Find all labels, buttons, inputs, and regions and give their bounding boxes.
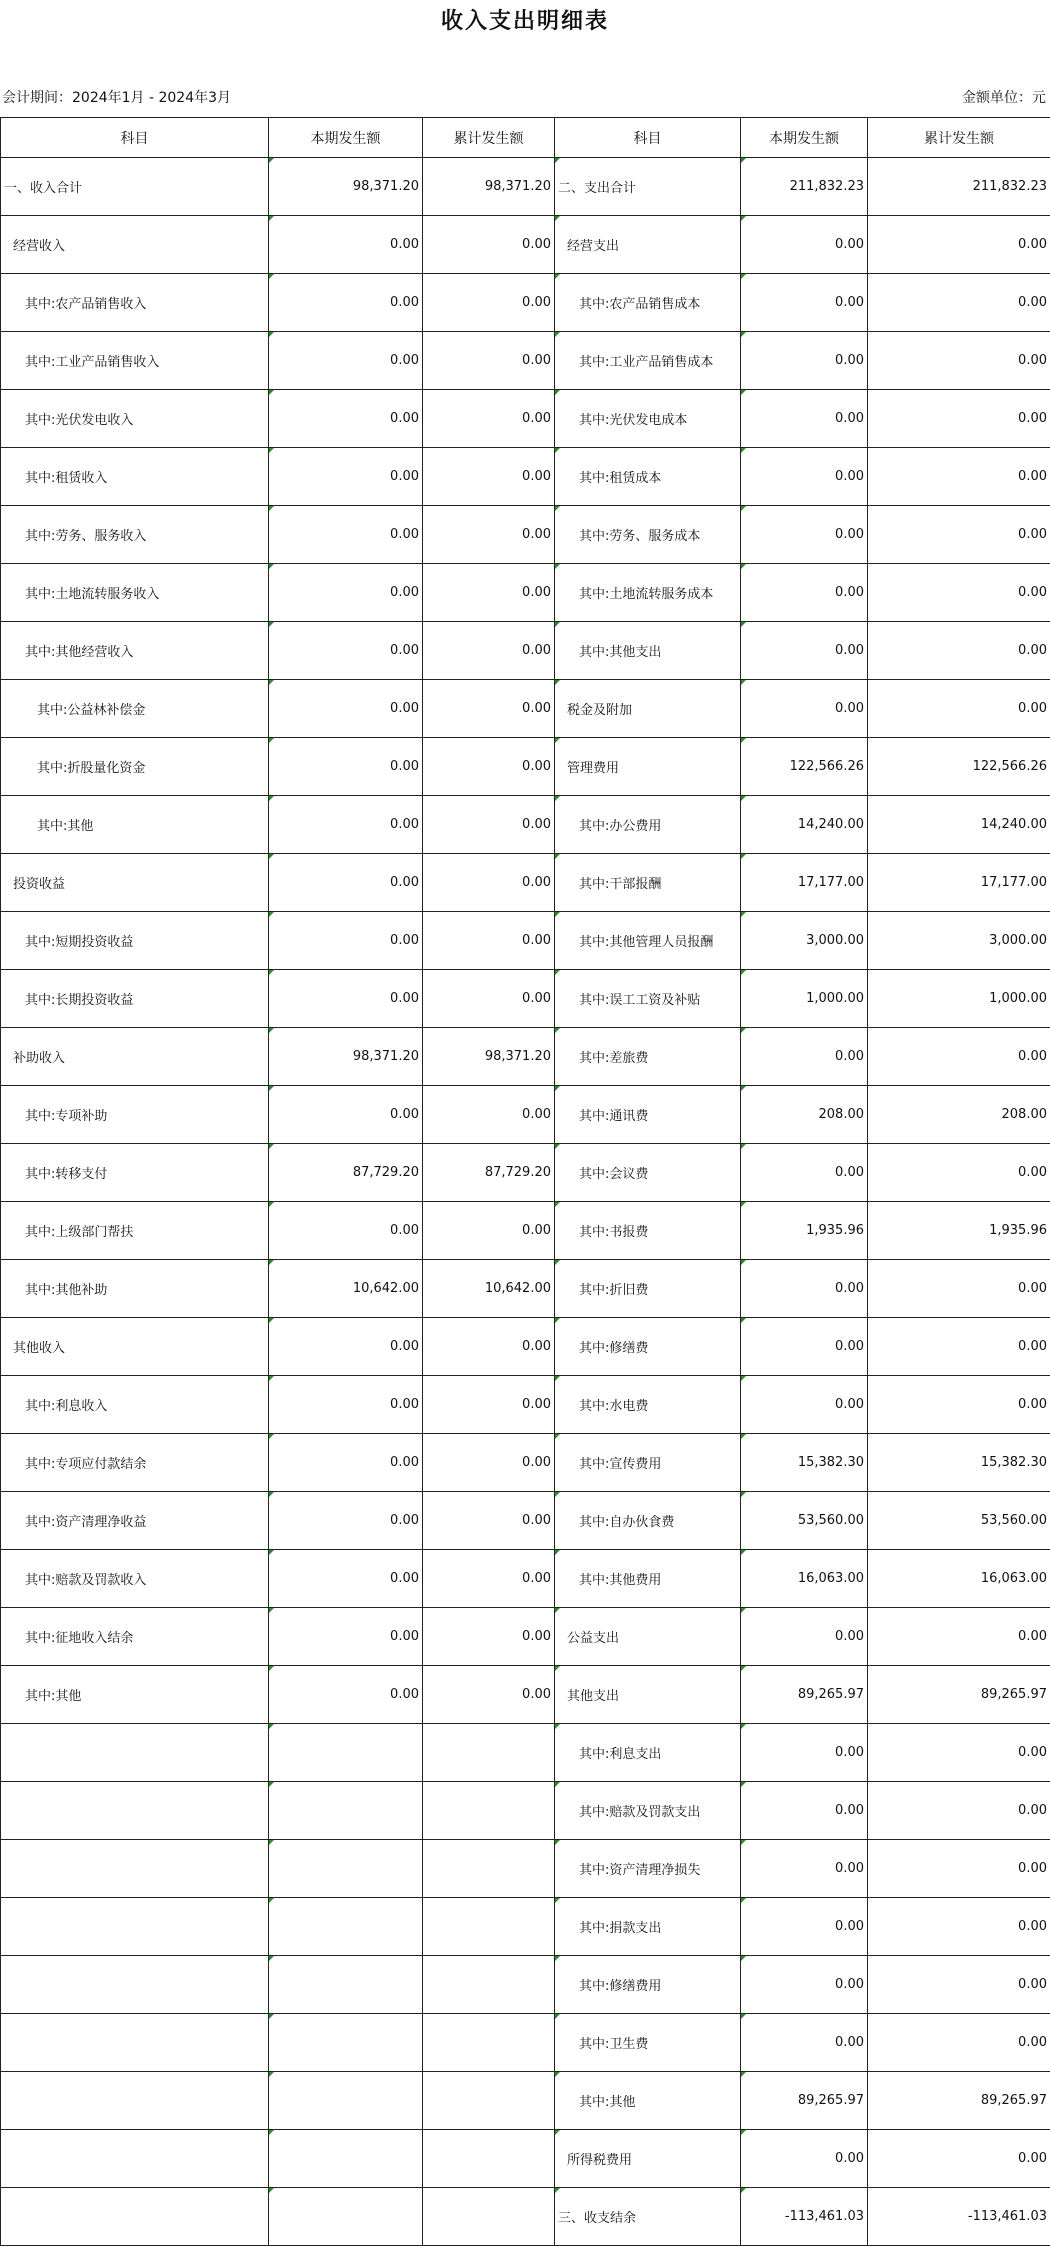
income-cumulative-amount-cell (423, 1782, 555, 1840)
income-subject-cell: 其中:短期投资收益 (1, 912, 269, 970)
header-income-subject: 科目 (1, 118, 269, 158)
income-subject-cell: 其中:其他 (1, 796, 269, 854)
expense-cumulative-amount-cell: 0.00 (868, 2014, 1050, 2072)
income-current-amount-cell: 0.00 (269, 1666, 423, 1724)
table-row (1, 854, 1050, 912)
table-row (1, 1202, 1050, 1260)
expense-current-amount-cell: 0.00 (741, 680, 868, 738)
table-row (1, 1086, 1050, 1144)
income-cumulative-amount-cell (423, 1956, 555, 2014)
table-row (1, 1028, 1050, 1086)
expense-current-amount-cell: 17,177.00 (741, 854, 868, 912)
expense-cumulative-amount-cell: 0.00 (868, 1260, 1050, 1318)
expense-subject-cell: 其中:劳务、服务成本 (555, 506, 741, 564)
income-cumulative-amount-cell: 0.00 (423, 622, 555, 680)
income-cumulative-amount-cell: 0.00 (423, 1550, 555, 1608)
expense-cumulative-amount-cell: 0.00 (868, 680, 1050, 738)
expense-cumulative-amount-cell: 122,566.26 (868, 738, 1050, 796)
expense-cumulative-amount-cell: 3,000.00 (868, 912, 1050, 970)
expense-subject-cell: 其中:赔款及罚款支出 (555, 1782, 741, 1840)
expense-current-amount-cell: 0.00 (741, 1144, 868, 1202)
income-current-amount-cell (269, 1840, 423, 1898)
income-subject-cell (1, 1898, 269, 1956)
expense-cumulative-amount-cell: 0.00 (868, 1376, 1050, 1434)
income-subject-cell (1, 2014, 269, 2072)
table-row (1, 622, 1050, 680)
table-row (1, 2130, 1050, 2188)
income-cumulative-amount-cell: 0.00 (423, 216, 555, 274)
income-current-amount-cell: 0.00 (269, 1550, 423, 1608)
income-current-amount-cell: 87,729.20 (269, 1144, 423, 1202)
income-current-amount-cell: 0.00 (269, 216, 423, 274)
expense-subject-cell: 其中:书报费 (555, 1202, 741, 1260)
income-cumulative-amount-cell (423, 2188, 555, 2246)
income-current-amount-cell: 0.00 (269, 912, 423, 970)
table-row (1, 1724, 1050, 1782)
income-subject-cell: 其中:其他经营收入 (1, 622, 269, 680)
header-expense-subject: 科目 (555, 118, 741, 158)
income-subject-cell: 一、收入合计 (1, 158, 269, 216)
expense-subject-cell: 其他支出 (555, 1666, 741, 1724)
expense-cumulative-amount-cell: 53,560.00 (868, 1492, 1050, 1550)
income-current-amount-cell: 0.00 (269, 274, 423, 332)
expense-subject-cell: 其中:误工工资及补贴 (555, 970, 741, 1028)
expense-current-amount-cell: 0.00 (741, 1028, 868, 1086)
income-current-amount-cell: 98,371.20 (269, 158, 423, 216)
expense-current-amount-cell: 0.00 (741, 2014, 868, 2072)
table-row (1, 912, 1050, 970)
expense-subject-cell: 管理费用 (555, 738, 741, 796)
expense-subject-cell: 其中:利息支出 (555, 1724, 741, 1782)
income-subject-cell: 其中:租赁收入 (1, 448, 269, 506)
table-body (1, 158, 1050, 2246)
table-row (1, 216, 1050, 274)
table-row (1, 390, 1050, 448)
table-row (1, 2072, 1050, 2130)
expense-current-amount-cell: -113,461.03 (741, 2188, 868, 2246)
income-cumulative-amount-cell: 0.00 (423, 738, 555, 796)
expense-current-amount-cell: 208.00 (741, 1086, 868, 1144)
income-subject-cell (1, 2188, 269, 2246)
header-expense-current: 本期发生额 (741, 118, 868, 158)
expense-subject-cell: 其中:修缮费 (555, 1318, 741, 1376)
income-current-amount-cell: 0.00 (269, 1608, 423, 1666)
expense-subject-cell: 其中:租赁成本 (555, 448, 741, 506)
expense-cumulative-amount-cell: 0.00 (868, 1724, 1050, 1782)
table-row (1, 1434, 1050, 1492)
table-row (1, 1666, 1050, 1724)
table-row (1, 2014, 1050, 2072)
expense-current-amount-cell: 3,000.00 (741, 912, 868, 970)
income-subject-cell (1, 2072, 269, 2130)
expense-current-amount-cell: 0.00 (741, 2130, 868, 2188)
table-row (1, 1376, 1050, 1434)
income-subject-cell: 其中:转移支付 (1, 1144, 269, 1202)
expense-subject-cell: 其中:光伏发电成本 (555, 390, 741, 448)
income-current-amount-cell (269, 2130, 423, 2188)
income-current-amount-cell: 0.00 (269, 1318, 423, 1376)
expense-subject-cell: 其中:差旅费 (555, 1028, 741, 1086)
expense-cumulative-amount-cell: 0.00 (868, 332, 1050, 390)
expense-cumulative-amount-cell: -113,461.03 (868, 2188, 1050, 2246)
income-current-amount-cell: 0.00 (269, 738, 423, 796)
income-cumulative-amount-cell: 10,642.00 (423, 1260, 555, 1318)
expense-current-amount-cell: 0.00 (741, 332, 868, 390)
income-subject-cell: 其中:赔款及罚款收入 (1, 1550, 269, 1608)
income-subject-cell: 其中:上级部门帮扶 (1, 1202, 269, 1260)
expense-cumulative-amount-cell: 0.00 (868, 1608, 1050, 1666)
expense-subject-cell: 其中:工业产品销售成本 (555, 332, 741, 390)
income-current-amount-cell (269, 1898, 423, 1956)
expense-current-amount-cell: 0.00 (741, 1260, 868, 1318)
income-cumulative-amount-cell (423, 2130, 555, 2188)
income-cumulative-amount-cell: 0.00 (423, 390, 555, 448)
income-current-amount-cell: 0.00 (269, 1434, 423, 1492)
income-cumulative-amount-cell: 0.00 (423, 1376, 555, 1434)
table-row (1, 1956, 1050, 2014)
income-cumulative-amount-cell: 98,371.20 (423, 158, 555, 216)
income-subject-cell: 其他收入 (1, 1318, 269, 1376)
expense-cumulative-amount-cell: 0.00 (868, 622, 1050, 680)
income-current-amount-cell: 0.00 (269, 332, 423, 390)
income-cumulative-amount-cell (423, 1724, 555, 1782)
income-current-amount-cell: 0.00 (269, 1202, 423, 1260)
accounting-period: 会计期间：2024年1月 - 2024年3月 (2, 90, 232, 106)
income-cumulative-amount-cell: 87,729.20 (423, 1144, 555, 1202)
expense-current-amount-cell: 0.00 (741, 1318, 868, 1376)
income-current-amount-cell (269, 1956, 423, 2014)
income-cumulative-amount-cell (423, 1898, 555, 1956)
expense-cumulative-amount-cell: 0.00 (868, 448, 1050, 506)
expense-cumulative-amount-cell: 0.00 (868, 564, 1050, 622)
table-row (1, 2188, 1050, 2246)
expense-cumulative-amount-cell: 89,265.97 (868, 1666, 1050, 1724)
income-current-amount-cell: 0.00 (269, 970, 423, 1028)
table-row (1, 506, 1050, 564)
income-current-amount-cell: 0.00 (269, 564, 423, 622)
income-cumulative-amount-cell: 0.00 (423, 1434, 555, 1492)
income-subject-cell: 其中:工业产品销售收入 (1, 332, 269, 390)
income-current-amount-cell: 0.00 (269, 796, 423, 854)
expense-current-amount-cell: 0.00 (741, 216, 868, 274)
expense-cumulative-amount-cell: 1,935.96 (868, 1202, 1050, 1260)
expense-subject-cell: 其中:其他管理人员报酬 (555, 912, 741, 970)
expense-subject-cell: 其中:水电费 (555, 1376, 741, 1434)
table-row (1, 332, 1050, 390)
report-title: 收入支出明细表 (440, 8, 609, 34)
income-cumulative-amount-cell: 0.00 (423, 796, 555, 854)
expense-current-amount-cell: 0.00 (741, 1782, 868, 1840)
income-current-amount-cell: 0.00 (269, 680, 423, 738)
expense-cumulative-amount-cell: 17,177.00 (868, 854, 1050, 912)
expense-current-amount-cell: 89,265.97 (741, 2072, 868, 2130)
income-cumulative-amount-cell (423, 2072, 555, 2130)
expense-subject-cell: 其中:通讯费 (555, 1086, 741, 1144)
header-expense-cumulative: 累计发生额 (868, 118, 1050, 158)
income-current-amount-cell: 0.00 (269, 1086, 423, 1144)
expense-current-amount-cell: 0.00 (741, 390, 868, 448)
income-current-amount-cell (269, 2014, 423, 2072)
income-current-amount-cell (269, 1724, 423, 1782)
expense-subject-cell: 其中:卫生费 (555, 2014, 741, 2072)
expense-subject-cell: 其中:修缮费用 (555, 1956, 741, 2014)
income-subject-cell: 其中:专项应付款结余 (1, 1434, 269, 1492)
income-cumulative-amount-cell (423, 2014, 555, 2072)
table-row (1, 1318, 1050, 1376)
expense-current-amount-cell: 15,382.30 (741, 1434, 868, 1492)
income-subject-cell: 投资收益 (1, 854, 269, 912)
expense-subject-cell: 二、支出合计 (555, 158, 741, 216)
income-subject-cell: 其中:征地收入结余 (1, 1608, 269, 1666)
expense-subject-cell: 其中:会议费 (555, 1144, 741, 1202)
expense-subject-cell: 经营支出 (555, 216, 741, 274)
expense-current-amount-cell: 1,935.96 (741, 1202, 868, 1260)
expense-current-amount-cell: 122,566.26 (741, 738, 868, 796)
table-row (1, 1550, 1050, 1608)
table-row (1, 1608, 1050, 1666)
income-current-amount-cell: 10,642.00 (269, 1260, 423, 1318)
header-income-current: 本期发生额 (269, 118, 423, 158)
table-row (1, 970, 1050, 1028)
expense-current-amount-cell: 1,000.00 (741, 970, 868, 1028)
income-cumulative-amount-cell: 0.00 (423, 274, 555, 332)
table-row (1, 1260, 1050, 1318)
expense-current-amount-cell: 0.00 (741, 622, 868, 680)
table-row (1, 680, 1050, 738)
expense-subject-cell: 其中:土地流转服务成本 (555, 564, 741, 622)
expense-current-amount-cell: 0.00 (741, 1956, 868, 2014)
income-subject-cell: 其中:劳务、服务收入 (1, 506, 269, 564)
table-row (1, 1144, 1050, 1202)
income-subject-cell (1, 1956, 269, 2014)
income-subject-cell (1, 1782, 269, 1840)
income-current-amount-cell: 0.00 (269, 854, 423, 912)
income-cumulative-amount-cell: 0.00 (423, 1666, 555, 1724)
income-current-amount-cell: 0.00 (269, 622, 423, 680)
income-subject-cell: 其中:土地流转服务收入 (1, 564, 269, 622)
expense-subject-cell: 其中:折旧费 (555, 1260, 741, 1318)
income-subject-cell: 其中:农产品销售收入 (1, 274, 269, 332)
expense-subject-cell: 三、收支结余 (555, 2188, 741, 2246)
expense-current-amount-cell: 0.00 (741, 564, 868, 622)
expense-current-amount-cell: 0.00 (741, 1608, 868, 1666)
income-current-amount-cell: 0.00 (269, 1376, 423, 1434)
expense-subject-cell: 其中:其他 (555, 2072, 741, 2130)
expense-current-amount-cell: 14,240.00 (741, 796, 868, 854)
expense-cumulative-amount-cell: 15,382.30 (868, 1434, 1050, 1492)
income-subject-cell: 其中:利息收入 (1, 1376, 269, 1434)
expense-cumulative-amount-cell: 0.00 (868, 1782, 1050, 1840)
expense-subject-cell: 其中:自办伙食费 (555, 1492, 741, 1550)
expense-current-amount-cell: 0.00 (741, 1840, 868, 1898)
expense-cumulative-amount-cell: 89,265.97 (868, 2072, 1050, 2130)
income-cumulative-amount-cell: 0.00 (423, 448, 555, 506)
expense-subject-cell: 所得税费用 (555, 2130, 741, 2188)
expense-cumulative-amount-cell: 14,240.00 (868, 796, 1050, 854)
expense-cumulative-amount-cell: 208.00 (868, 1086, 1050, 1144)
table-row (1, 158, 1050, 216)
income-current-amount-cell: 98,371.20 (269, 1028, 423, 1086)
expense-cumulative-amount-cell: 0.00 (868, 390, 1050, 448)
income-cumulative-amount-cell: 0.00 (423, 1086, 555, 1144)
income-subject-cell: 经营收入 (1, 216, 269, 274)
expense-subject-cell: 其中:资产清理净损失 (555, 1840, 741, 1898)
expense-cumulative-amount-cell: 16,063.00 (868, 1550, 1050, 1608)
expense-current-amount-cell: 16,063.00 (741, 1550, 868, 1608)
expense-cumulative-amount-cell: 0.00 (868, 216, 1050, 274)
income-cumulative-amount-cell (423, 1840, 555, 1898)
expense-current-amount-cell: 53,560.00 (741, 1492, 868, 1550)
expense-cumulative-amount-cell: 0.00 (868, 1318, 1050, 1376)
expense-cumulative-amount-cell: 0.00 (868, 2130, 1050, 2188)
expense-cumulative-amount-cell: 211,832.23 (868, 158, 1050, 216)
income-current-amount-cell: 0.00 (269, 448, 423, 506)
income-cumulative-amount-cell: 0.00 (423, 912, 555, 970)
expense-subject-cell: 其中:宣传费用 (555, 1434, 741, 1492)
expense-cumulative-amount-cell: 0.00 (868, 1028, 1050, 1086)
expense-subject-cell: 其中:办公费用 (555, 796, 741, 854)
expense-cumulative-amount-cell: 0.00 (868, 1840, 1050, 1898)
income-cumulative-amount-cell: 0.00 (423, 1492, 555, 1550)
expense-subject-cell: 公益支出 (555, 1608, 741, 1666)
expense-current-amount-cell: 0.00 (741, 506, 868, 564)
income-cumulative-amount-cell: 0.00 (423, 970, 555, 1028)
expense-subject-cell: 其中:捐款支出 (555, 1898, 741, 1956)
income-current-amount-cell: 0.00 (269, 1492, 423, 1550)
income-current-amount-cell (269, 2072, 423, 2130)
income-subject-cell (1, 1840, 269, 1898)
expense-cumulative-amount-cell: 0.00 (868, 1898, 1050, 1956)
income-subject-cell: 其中:光伏发电收入 (1, 390, 269, 448)
income-cumulative-amount-cell: 0.00 (423, 506, 555, 564)
income-cumulative-amount-cell: 0.00 (423, 854, 555, 912)
income-subject-cell: 其中:长期投资收益 (1, 970, 269, 1028)
income-current-amount-cell: 0.00 (269, 506, 423, 564)
currency-unit: 金额单位：元 (962, 90, 1046, 106)
expense-current-amount-cell: 0.00 (741, 1724, 868, 1782)
expense-cumulative-amount-cell: 0.00 (868, 274, 1050, 332)
income-subject-cell (1, 1724, 269, 1782)
expense-current-amount-cell: 0.00 (741, 1898, 868, 1956)
expense-cumulative-amount-cell: 0.00 (868, 1956, 1050, 2014)
table-row (1, 274, 1050, 332)
income-subject-cell (1, 2130, 269, 2188)
income-expense-table (0, 117, 1050, 2246)
expense-current-amount-cell: 0.00 (741, 448, 868, 506)
income-current-amount-cell (269, 2188, 423, 2246)
table-header-row (1, 118, 1050, 158)
income-subject-cell: 其中:其他 (1, 1666, 269, 1724)
expense-subject-cell: 税金及附加 (555, 680, 741, 738)
expense-subject-cell: 其中:干部报酬 (555, 854, 741, 912)
income-cumulative-amount-cell: 0.00 (423, 1608, 555, 1666)
income-cumulative-amount-cell: 0.00 (423, 564, 555, 622)
income-cumulative-amount-cell: 0.00 (423, 1202, 555, 1260)
expense-subject-cell: 其中:其他费用 (555, 1550, 741, 1608)
table-row (1, 1782, 1050, 1840)
table-row (1, 1840, 1050, 1898)
table-row (1, 796, 1050, 854)
income-subject-cell: 其中:专项补助 (1, 1086, 269, 1144)
expense-cumulative-amount-cell: 0.00 (868, 1144, 1050, 1202)
header-income-cumulative: 累计发生额 (423, 118, 555, 158)
income-subject-cell: 其中:资产清理净收益 (1, 1492, 269, 1550)
expense-current-amount-cell: 89,265.97 (741, 1666, 868, 1724)
expense-current-amount-cell: 211,832.23 (741, 158, 868, 216)
income-cumulative-amount-cell: 0.00 (423, 1318, 555, 1376)
expense-cumulative-amount-cell: 0.00 (868, 506, 1050, 564)
income-subject-cell: 补助收入 (1, 1028, 269, 1086)
table-row (1, 1898, 1050, 1956)
income-subject-cell: 其中:折股量化资金 (1, 738, 269, 796)
expense-subject-cell: 其中:其他支出 (555, 622, 741, 680)
income-subject-cell: 其中:公益林补偿金 (1, 680, 269, 738)
income-subject-cell: 其中:其他补助 (1, 1260, 269, 1318)
expense-current-amount-cell: 0.00 (741, 1376, 868, 1434)
table-row (1, 448, 1050, 506)
income-cumulative-amount-cell: 0.00 (423, 680, 555, 738)
table-row (1, 1492, 1050, 1550)
table-row (1, 738, 1050, 796)
expense-cumulative-amount-cell: 1,000.00 (868, 970, 1050, 1028)
income-current-amount-cell (269, 1782, 423, 1840)
income-cumulative-amount-cell: 0.00 (423, 332, 555, 390)
income-cumulative-amount-cell: 98,371.20 (423, 1028, 555, 1086)
table-row (1, 564, 1050, 622)
expense-current-amount-cell: 0.00 (741, 274, 868, 332)
expense-subject-cell: 其中:农产品销售成本 (555, 274, 741, 332)
income-current-amount-cell: 0.00 (269, 390, 423, 448)
